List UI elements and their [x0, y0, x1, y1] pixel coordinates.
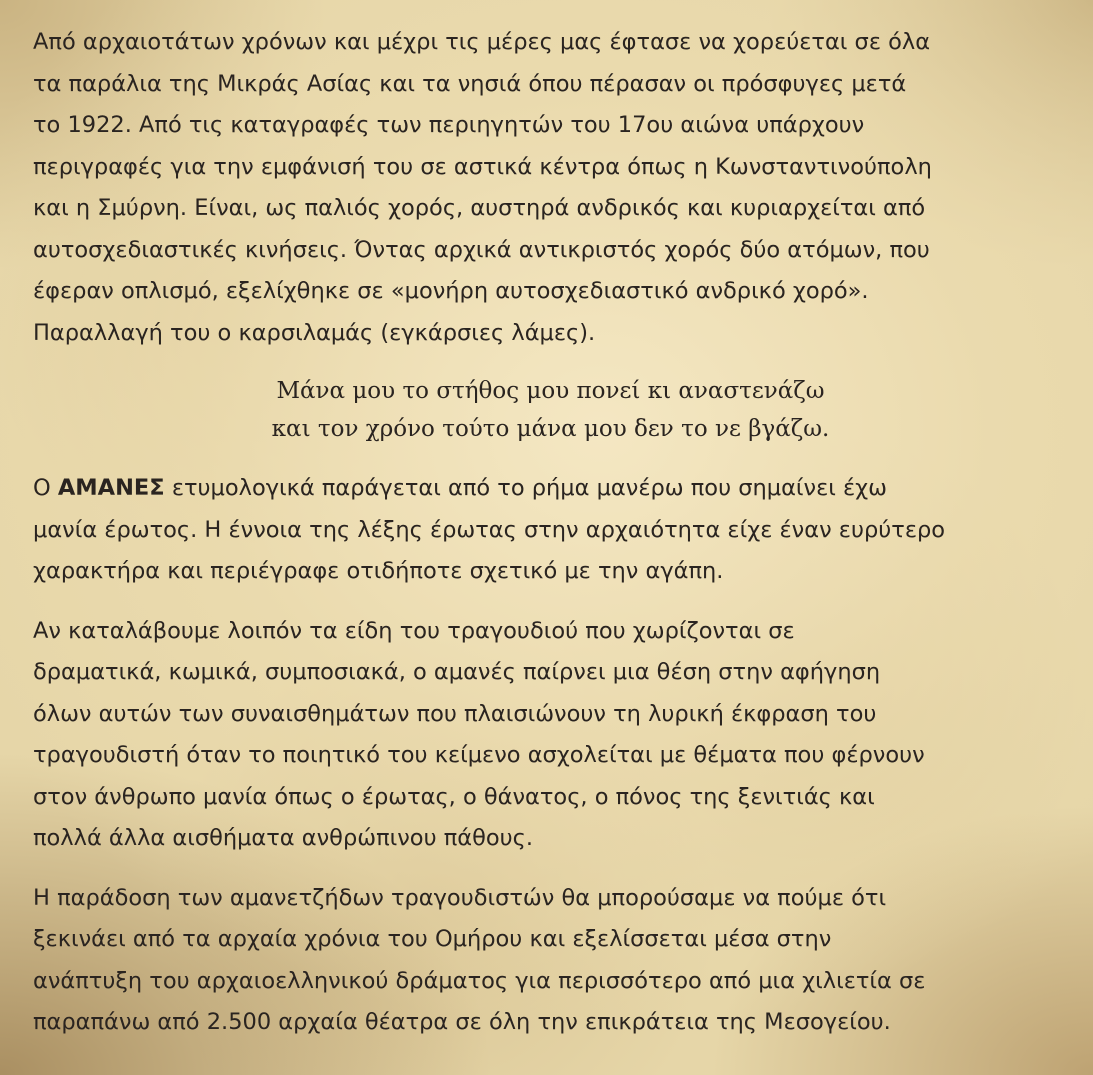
- verse-couplet: Μάνα μου το στήθος μου πονεί κι αναστενάζω και τον χρόνο τούτο μάνα μου δεν το νε βγάζω.: [271, 378, 830, 442]
- amanes-etymology-text: ετυμολογικά παράγεται από το ρήμα μανέρω που σημαίνει έχω μανία έρωτος. Η έννοια της λέξης έρωτας στην αρχαιότητα είχε έναν ευρύτερο χαρακτήρα και περιέγραφε οτιδήποτε σχετικό με την αγάπη.: [33, 475, 946, 584]
- amanes-prefix: Ο: [33, 475, 58, 501]
- paragraph-amanes-etymology: [33, 468, 1073, 593]
- parchment-text-block: [33, 22, 1073, 1044]
- paragraph-origins: Από αρχαιοτάτων χρόνων και μέχρι τις μέρες μας έφτασε να χορεύεται σε όλα τα παράλια της Μικράς Ασίας και τα νησιά όπου πέρασαν οι πρόσφυγες μετά το 1922. Από τις καταγραφές των περιηγητών του 17ου αιώνα υπάρχουν περιγραφές για την εμφάνισή του σε αστικά κέντρα όπως η Κωνσταντινούπολη και η Σμύρνη. Είναι, ως παλιός χορός, αυστηρά ανδρικός και κυριαρχείται από αυτοσχεδιαστικές κινήσεις. Όντας αρχικά αντικριστός χορός δύο ατόμων, που έφεραν οπλισμό, εξελίχθηκε σε «μονήρη αυτοσχεδιαστικό ανδρικό χορό». Παραλλαγή του ο καρσιλαμάς (εγκάρσιες λάμες).: [33, 29, 932, 346]
- amanes-keyword: ΑΜΑΝΕΣ: [57, 475, 165, 501]
- paragraph-song-types: Αν καταλάβουμε λοιπόν τα είδη του τραγουδιού που χωρίζονται σε δραματικά, κωμικά, συμποσιακά, ο αμανές παίρνει μια θέση στην αφήγηση όλων αυτών των συναισθημάτων που πλαισιώνουν τη λυρική έκφραση του τραγουδιστή όταν το ποιητικό του κείμενο ασχολείται με θέματα που φέρνουν στον άνθρωπο μανία όπως ο έρωτας, ο θάνατος, ο πόνος της ξενιτιάς και πολλά άλλα αισθήματα ανθρώπινου πάθους.: [33, 617, 925, 851]
- paragraph-tradition: Η παράδοση των αμανετζήδων τραγουδιστών θα μπορούσαμε να πούμε ότι ξεκινάει από τα αρχαία χρόνια του Ομήρου και εξελίσσεται μέσα στην ανάπτυξη του αρχαιοελληνικού δράματος για περισσότερο από μια χιλιετία σε παραπάνω από 2.500 αρχαία θέατρα σε όλη την επικράτεια της Μεσογείου.: [33, 884, 926, 1035]
